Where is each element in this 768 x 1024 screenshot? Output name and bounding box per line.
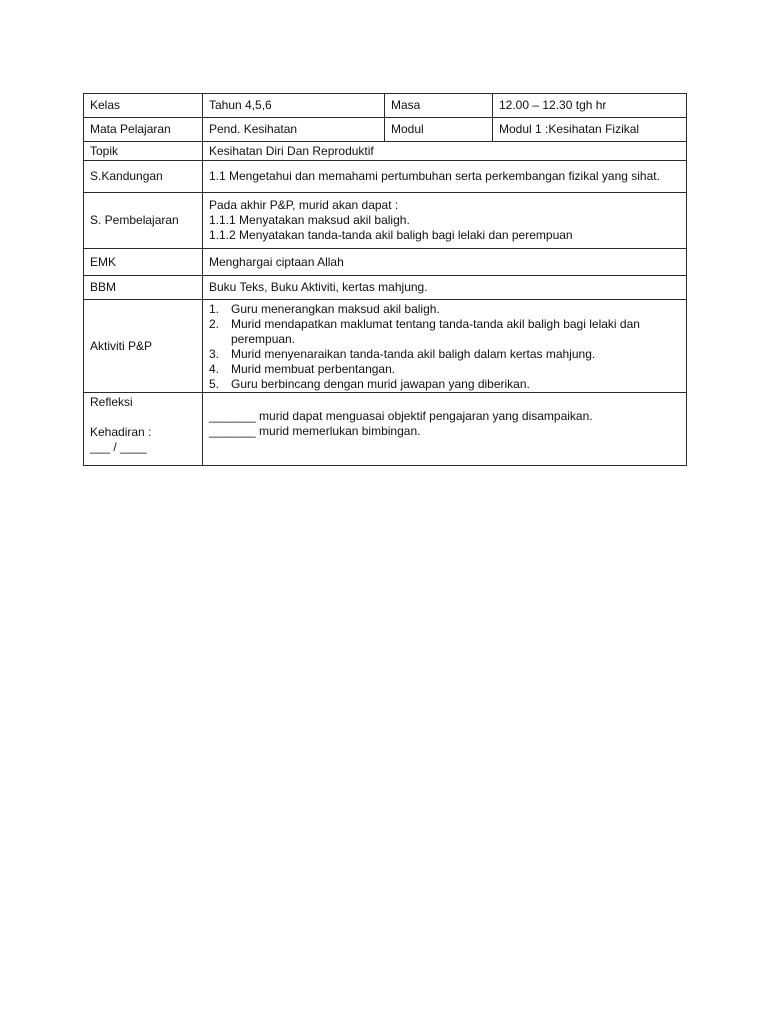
s-kandungan-value: 1.1 Mengetahui dan memahami pertumbuhan serta perkembangan fizikal yang sihat. xyxy=(203,161,687,193)
row-topik xyxy=(84,142,687,161)
aktiviti-label: Aktiviti P&P xyxy=(84,300,203,393)
refleksi-label-cell xyxy=(84,393,203,466)
s-pembelajaran-objective: 1.1.2 Menyatakan tanda-tanda akil baligh bagi lelaki dan perempuan xyxy=(209,228,573,242)
kehadiran-blank: ___ / ____ xyxy=(90,440,147,454)
modul-value: Modul 1 :Kesihatan Fizikal xyxy=(493,118,687,142)
row-refleksi xyxy=(84,393,687,466)
step-text: Guru menerangkan maksud akil baligh. xyxy=(231,302,440,316)
masa-label: Masa xyxy=(385,94,493,118)
topik-value: Kesihatan Diri Dan Reproduktif xyxy=(203,142,687,161)
step-number: 4. xyxy=(209,362,220,376)
refleksi-value xyxy=(203,393,687,466)
step-text: Guru berbincang dengan murid jawapan yang diberikan. xyxy=(231,377,530,391)
step-text: Murid mendapatkan maklumat tentang tanda-tanda akil baligh bagi lelaki dan perempuan. xyxy=(231,317,640,346)
refleksi-label: Refleksi xyxy=(90,395,133,409)
emk-label: EMK xyxy=(84,249,203,276)
aktiviti-step-list xyxy=(209,302,680,392)
kelas-label: Kelas xyxy=(84,94,203,118)
list-item xyxy=(209,347,680,362)
list-item xyxy=(209,317,680,347)
bbm-value: Buku Teks, Buku Aktiviti, kertas mahjung. xyxy=(203,276,687,300)
step-number: 3. xyxy=(209,347,220,361)
row-aktiviti xyxy=(84,300,687,393)
modul-label: Modul xyxy=(385,118,493,142)
mata-pelajaran-label: Mata Pelajaran xyxy=(84,118,203,142)
emk-value: Menghargai ciptaan Allah xyxy=(203,249,687,276)
kehadiran-label: Kehadiran : xyxy=(90,425,152,439)
row-s-pembelajaran xyxy=(84,193,687,249)
row-bbm xyxy=(84,276,687,300)
kelas-value: Tahun 4,5,6 xyxy=(203,94,385,118)
refleksi-line-guidance: _______ murid memerlukan bimbingan. xyxy=(209,424,421,438)
aktiviti-steps xyxy=(203,300,687,393)
step-text: Murid membuat perbentangan. xyxy=(231,362,396,376)
list-item xyxy=(209,362,680,377)
list-item xyxy=(209,377,680,392)
mata-pelajaran-value: Pend. Kesihatan xyxy=(203,118,385,142)
topik-label: Topik xyxy=(84,142,203,161)
masa-value: 12.00 – 12.30 tgh hr xyxy=(493,94,687,118)
row-kelas xyxy=(84,94,687,118)
step-number: 2. xyxy=(209,317,220,331)
bbm-label: BBM xyxy=(84,276,203,300)
row-s-kandungan xyxy=(84,161,687,193)
s-pembelajaran-objective: 1.1.1 Menyatakan maksud akil baligh. xyxy=(209,213,410,227)
row-emk xyxy=(84,249,687,276)
lesson-plan-table xyxy=(83,93,687,466)
step-number: 1. xyxy=(209,302,220,316)
s-kandungan-label: S.Kandungan xyxy=(84,161,203,193)
step-text: Murid menyenaraikan tanda-tanda akil baligh dalam kertas mahjung. xyxy=(231,347,596,361)
list-item xyxy=(209,302,680,317)
s-pembelajaran-label: S. Pembelajaran xyxy=(84,193,203,249)
s-pembelajaran-value xyxy=(203,193,687,249)
refleksi-line-mastered: _______ murid dapat menguasai objektif pengajaran yang disampaikan. xyxy=(209,409,593,423)
s-pembelajaran-intro: Pada akhir P&P, murid akan dapat : xyxy=(209,198,399,212)
step-number: 5. xyxy=(209,377,220,391)
row-mata-pelajaran xyxy=(84,118,687,142)
